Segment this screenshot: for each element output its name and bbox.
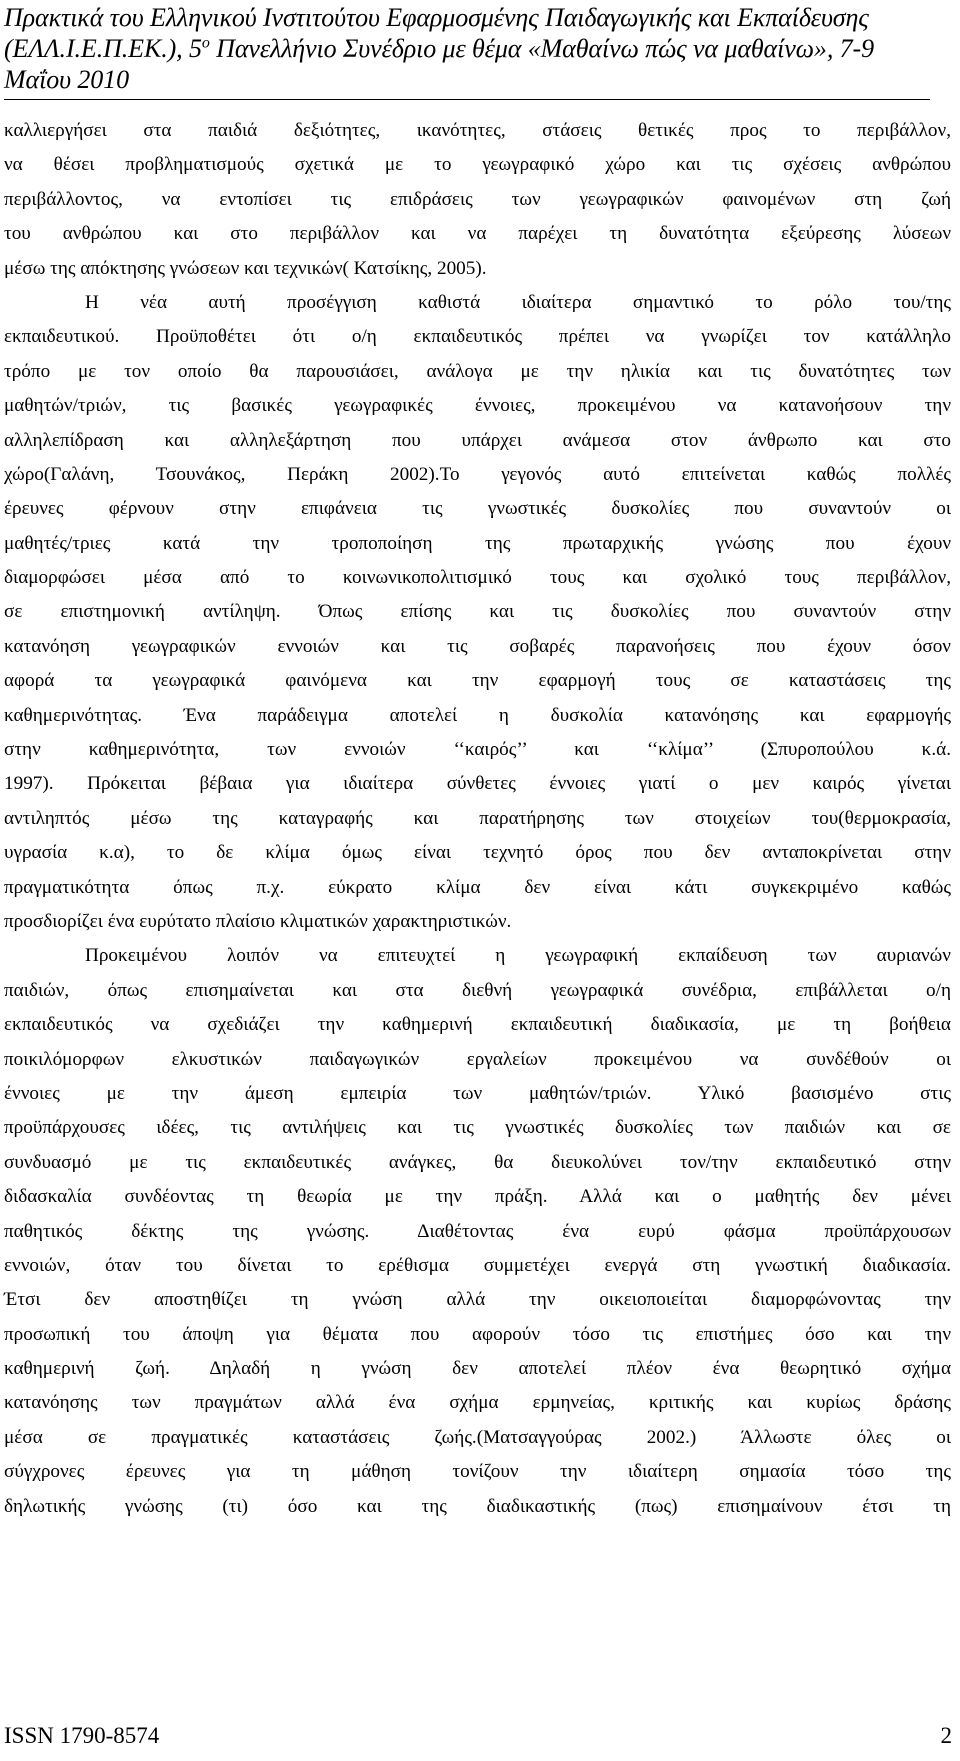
header-line-3: Μαΐου 2010 <box>4 65 129 94</box>
text-line: προϋπάρχουσες ιδέες, τις αντιλήψεις και τις γνωστικές δυσκολίες των παιδιών και σε <box>4 1117 951 1139</box>
text-line: μαθητές/τριες κατά την τροποποίηση της πρωταρχικής γνώσης που έχουν <box>4 532 951 554</box>
header-divider <box>4 99 930 100</box>
text-line: καθημερινότητας. Ένα παράδειγμα αποτελεί η δυσκολία κατανόησης και εφαρμογής <box>4 704 951 726</box>
text-line: καλλιεργήσει στα παιδιά δεξιότητες, ικανότητες, στάσεις θετικές προς το περιβάλλον, <box>4 120 951 141</box>
text-line: αλληλεπίδραση και αλληλεξάρτηση που υπάρχει ανάμεσα στον άνθρωπο και στο <box>4 429 951 451</box>
header-ordinal-superscript: ο <box>201 34 210 52</box>
text-line: δηλωτικής γνώσης (τι) όσο και της διαδικαστικής (πως) επισημαίνουν έτσι τη <box>4 1495 951 1517</box>
running-header <box>4 2 934 95</box>
text-line: διδασκαλία συνδέοντας τη θεωρία με την πράξη. Αλλά και ο μαθητής δεν μένει <box>4 1186 951 1208</box>
text-line: περιβάλλοντος, να εντοπίσει τις επιδράσεις των γεωγραφικών φαινομένων στη ζωή <box>4 188 951 210</box>
text-line: αντιληπτός μέσω της καταγραφής και παρατήρησης των στοιχείων του(θερμοκρασία, <box>4 807 951 829</box>
text-line: διαμορφώσει μέσα από το κοινωνικοπολιτισμικό τους και σχολικό τους περιβάλλον, <box>4 567 951 589</box>
text-line: μέσω της απόκτησης γνώσεων και τεχνικών( Κατσίκης, 2005). <box>4 257 487 279</box>
text-line: μέσα σε πραγματικές καταστάσεις ζωής.(Ματσαγγούρας 2002.) Άλλωστε όλες οι <box>4 1426 951 1448</box>
text-line: έννοιες με την άμεση εμπειρία των μαθητών/τριών. Υλικό βασισμένο στις <box>4 1082 951 1104</box>
text-line: παθητικός δέκτης της γνώσης. Διαθέτοντας ένα ευρύ φάσμα προϋπάρχουσων <box>4 1220 951 1242</box>
text-line: προσδιορίζει ένα ευρύτατο πλαίσιο κλιματικών χαρακτηριστικών. <box>4 910 512 932</box>
header-line-2-prefix: (ΕΛΛ.Ι.Ε.Π.ΕΚ.), 5 <box>4 34 202 63</box>
body-text <box>4 114 951 1524</box>
text-line: αφορά τα γεωγραφικά φαινόμενα και την εφαρμογή τους σε καταστάσεις της <box>4 670 951 692</box>
text-line: Έτσι δεν αποστηθίζει τη γνώση αλλά την οικειοποιείται διαμορφώνοντας την <box>4 1289 951 1311</box>
text-line: τρόπο με τον οποίο θα παρουσιάσει, ανάλογα με την ηλικία και τις δυνατότητες των <box>4 360 951 382</box>
header-line-2-suffix: Πανελλήνιο Συνέδριο με θέμα «Μαθαίνω πώς να μαθαίνω», 7-9 <box>209 34 874 63</box>
text-line: εννοιών, όταν του δίνεται το ερέθισμα συμμετέχει ενεργά στη γνωστική διαδικασία. <box>4 1254 951 1276</box>
text-line: 1997). Πρόκειται βέβαια για ιδιαίτερα σύνθετες έννοιες γιατί ο μεν καιρός γίνεται <box>4 773 951 795</box>
text-line: να θέσει προβληματισμούς σχετικά με το γεωγραφικό χώρο και τις σχέσεις ανθρώπου <box>4 154 951 176</box>
text-line: προσωπική του άποψη για θέματα που αφορούν τόσο τις επιστήμες όσο και την <box>4 1323 951 1345</box>
text-line: συνδυασμό με τις εκπαιδευτικές ανάγκες, θα διευκολύνει τον/την εκπαιδευτικό στην <box>4 1151 951 1173</box>
text-line: στην καθημερινότητα, των εννοιών ‘‘καιρός’’ και ‘‘κλίμα’’ (Σπυροπούλου κ.ά. <box>4 739 951 761</box>
header-line-2 <box>4 33 934 64</box>
text-line: σύγχρονες έρευνες για τη μάθηση τονίζουν την ιδιαίτερη σημασία τόσο της <box>4 1461 951 1483</box>
text-line: σε επιστημονική αντίληψη. Όπως επίσης και τις δυσκολίες που συναντούν στην <box>4 601 951 623</box>
text-line: εκπαιδευτικός να σχεδιάζει την καθημερινή εκπαιδευτική διαδικασία, με τη βοήθεια <box>4 1014 951 1036</box>
page-number: 2 <box>940 1723 952 1748</box>
header-line-1: Πρακτικά του Ελληνικού Ινστιτούτου Εφαρμοσμένης Παιδαγωγικής και Εκπαίδευσης <box>4 3 869 32</box>
issn-label: ISSN 1790-8574 <box>4 1723 160 1748</box>
text-line: έρευνες φέρνουν στην επιφάνεια τις γνωστικές δυσκολίες που συναντούν οι <box>4 498 951 520</box>
text-line: του ανθρώπου και στο περιβάλλον και να παρέχει τη δυνατότητα εξεύρεσης λύσεων <box>4 223 951 245</box>
text-line: μαθητών/τριών, τις βασικές γεωγραφικές έννοιες, προκειμένου να κατανοήσουν την <box>4 395 951 417</box>
text-line: Η νέα αυτή προσέγγιση καθιστά ιδιαίτερα σημαντικό το ρόλο του/της <box>85 291 951 313</box>
text-line: πραγματικότητα όπως π.χ. εύκρατο κλίμα δεν είναι κάτι συγκεκριμένο καθώς <box>4 876 951 898</box>
text-line: παιδιών, όπως επισημαίνεται και στα διεθνή γεωγραφικά συνέδρια, επιβάλλεται ο/η <box>4 979 951 1001</box>
text-line: ποικιλόμορφων ελκυστικών παιδαγωγικών εργαλείων προκειμένου να συνδέθούν οι <box>4 1048 951 1070</box>
text-line: εκπαιδευτικού. Προϋποθέτει ότι ο/η εκπαιδευτικός πρέπει να γνωρίζει τον κατάλληλο <box>4 326 951 348</box>
text-line: κατανόησης των πραγμάτων αλλά ένα σχήμα ερμηνείας, κριτικής και κυρίως δράσης <box>4 1392 951 1414</box>
text-line: Προκειμένου λοιπόν να επιτευχτεί η γεωγραφική εκπαίδευση των αυριανών <box>85 945 951 967</box>
text-line: χώρο(Γαλάνη, Τσουνάκος, Περάκη 2002).Το γεγονός αυτό επιτείνεται καθώς πολλές <box>4 463 951 485</box>
text-line: υγρασία κ.α), το δε κλίμα όμως είναι τεχνητό όρος που δεν ανταποκρίνεται στην <box>4 842 951 864</box>
text-line: κατανόηση γεωγραφικών εννοιών και τις σοβαρές παρανοήσεις που έχουν όσον <box>4 635 951 657</box>
text-line: καθημερινή ζωή. Δηλαδή η γνώση δεν αποτελεί πλέον ένα θεωρητικό σχήμα <box>4 1358 951 1380</box>
